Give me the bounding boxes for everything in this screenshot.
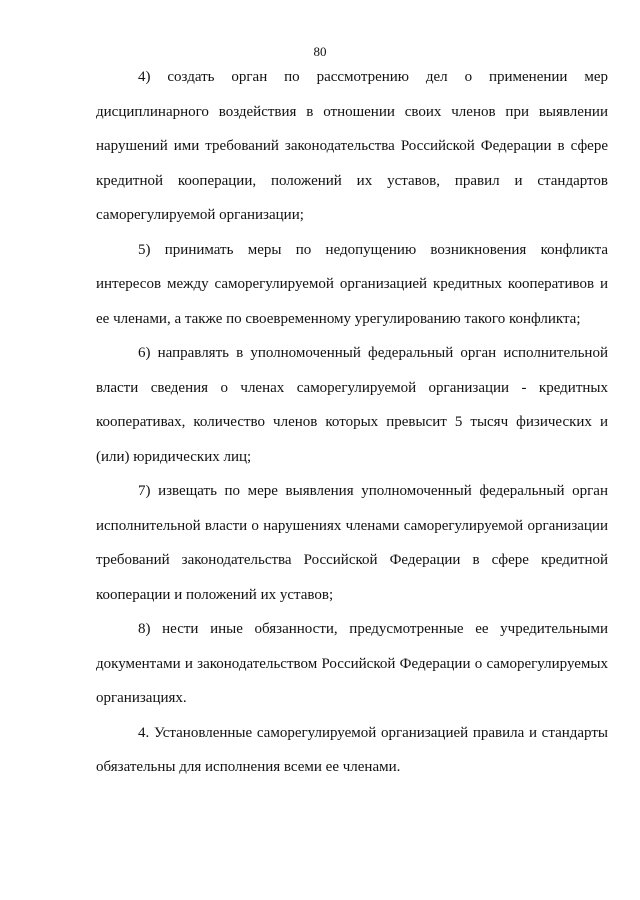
paragraph-section-4: 4. Установленные саморегулируемой организацией правила и стандарты обязательны для исполнения всеми ее членами. [96, 724, 608, 775]
page-number: 80 [313, 44, 327, 59]
paragraph-item-4: 4) создать орган по рассмотрению дел о применении мер дисциплинарного воздействия в отношении своих членов при выявлении нарушений ими требований законодательства Российской Федерации в сфере кредитной кооперации, положений их уставов, правил и стандартов саморегулируемой организации; [96, 69, 608, 223]
paragraph-item-5: 5) принимать меры по недопущению возникновения конфликта интересов между саморегулируемой организацией кредитных кооперативов и ее членами, а также по своевременному урегулированию такого конфликта; [96, 241, 608, 327]
paragraph-item-7: 7) извещать по мере выявления уполномоченный федеральный орган исполнительной власти о нарушениях членами саморегулируемой организации требований законодательства Российской Федерации в сфере кредитной кооперации и положений их уставов; [96, 483, 608, 603]
document-body [96, 60, 608, 785]
paragraph-item-8: 8) нести иные обязанности, предусмотренные ее учредительными документами и законодательством Российской Федерации о саморегулируемых организациях. [96, 621, 608, 706]
paragraph-item-6: 6) направлять в уполномоченный федеральный орган исполнительной власти сведения о членах саморегулируемой организации - кредитных кооперативах, количество членов которых превысит 5 тысяч физических и (или) юридических лиц; [96, 345, 608, 465]
